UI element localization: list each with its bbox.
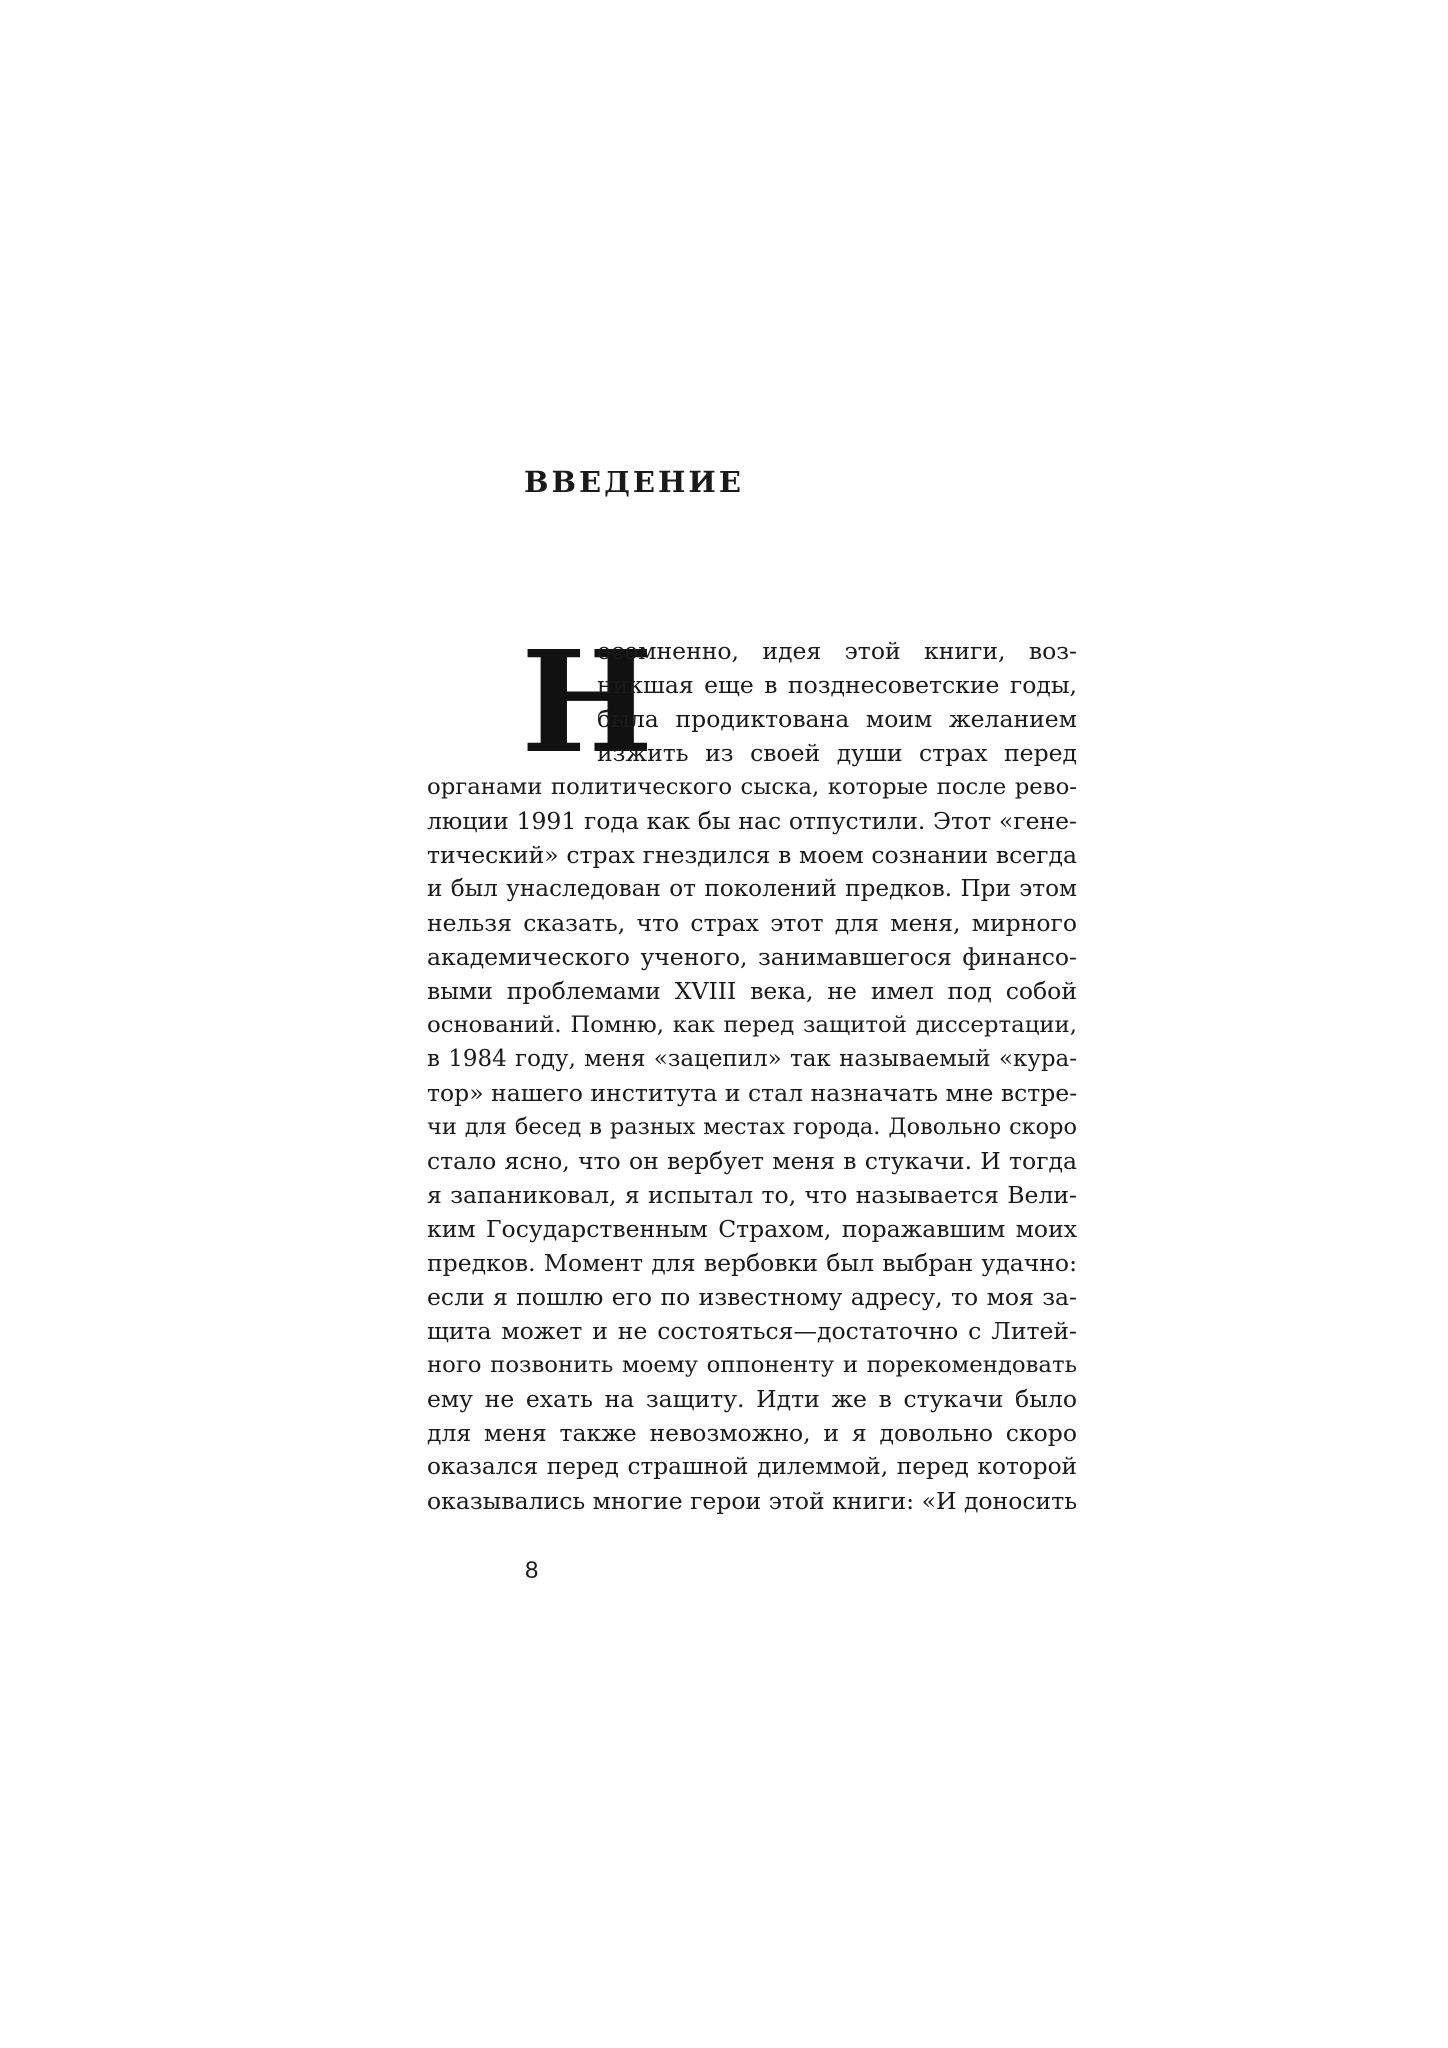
text-line: предков. Момент для вербовки был выбран удачно: [427, 1249, 1077, 1277]
drop-cap: Н [521, 621, 654, 785]
text-line: я запаниковал, я испытал то, что называется Вели- [427, 1181, 1077, 1209]
text-line: ему не ехать на защиту. Идти же в стукачи было [427, 1385, 1077, 1413]
text-line: и был унаследован от поколений предков. При этом [427, 876, 1077, 902]
text-line: выми проблемами XVIII века, не имел под собой [427, 977, 1077, 1005]
text-line: в 1984 году, меня «зацепил» так называемый «кура- [427, 1046, 1077, 1072]
text-line: никшая еще в позднесоветские годы, [597, 671, 1077, 699]
text-line: органами политического сыска, которые после рево- [427, 774, 1077, 800]
text-line: тор» нашего института и стал назначать мне встре- [427, 1079, 1078, 1107]
text-line: оказывались многие герои этой книги: «И доносить [427, 1487, 1077, 1515]
text-line: оказался перед страшной дилеммой, перед которой [427, 1453, 1077, 1480]
text-line: академического ученого, занимавшегося финансо- [427, 943, 1077, 971]
text-line: люции 1991 года как бы нас отпустили. Этот «гене- [427, 807, 1077, 835]
text-line: чи для бесед в разных местах города. Довольно скоро [427, 1114, 1077, 1140]
chapter-heading: ВВЕДЕНИЕ [524, 465, 744, 499]
text-line: если я пошлю его по известному адресу, то моя за- [427, 1283, 1077, 1311]
text-line: тический» страх гнездился в моем сознании всегда [427, 841, 1077, 869]
text-line: оснований. Помню, как перед защитой диссертации, [427, 1012, 1077, 1038]
text-line: была продиктована моим желанием [597, 705, 1077, 733]
text-line: ного позвонить моему оппоненту и порекомендовать [427, 1352, 1077, 1378]
text-line: изжить из своей души страх перед [597, 739, 1077, 767]
text-line: стало ясно, что он вербует меня в стукачи. И тогда [427, 1147, 1077, 1175]
text-line: нельзя сказать, что страх этот для меня, мирного [427, 909, 1077, 937]
text-line: ким Государственным Страхом, поражавшим моих [427, 1215, 1077, 1243]
text-line: щита может и не состояться—достаточно с Литей- [427, 1317, 1077, 1345]
text-line: для меня также невозможно, и я довольно скоро [427, 1419, 1077, 1447]
page-number: 8 [525, 1557, 539, 1584]
text-line: есомненно, идея этой книги, воз- [597, 637, 1077, 665]
